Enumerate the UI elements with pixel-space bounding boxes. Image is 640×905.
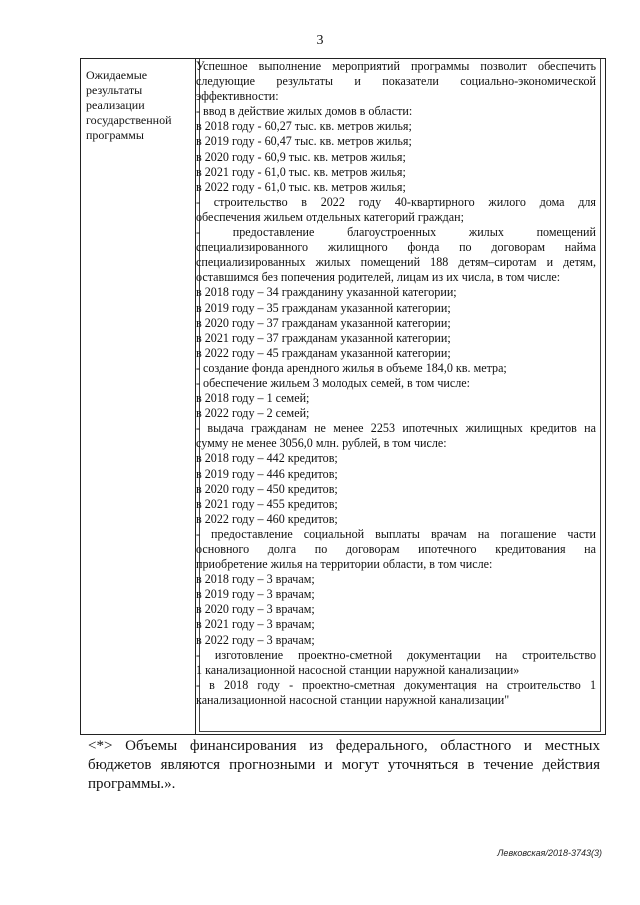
- content-line: следующие результаты и показатели социально-экономической: [196, 74, 596, 89]
- content-line: в 2019 году – 446 кредитов;: [196, 466, 338, 481]
- content-line: в 2018 году – 3 врачам;: [196, 572, 315, 587]
- footnote-line-2: бюджетов являются прогнозными и могут уточняться в течение действия: [88, 757, 600, 773]
- content-line: в 2022 году – 45 гражданам указанной категории;: [196, 345, 451, 360]
- content-line: эффективности:: [196, 89, 279, 104]
- content-line: в 2018 году – 442 кредитов;: [196, 451, 338, 466]
- content-line: в 2022 году – 2 семей;: [196, 406, 310, 421]
- content-line: в 2020 году – 450 кредитов;: [196, 481, 338, 496]
- content-line: обеспечения жильем отдельных категорий граждан;: [196, 209, 464, 224]
- content-line: 1 канализационной насосной станции наружной канализации»: [196, 662, 520, 677]
- page-number: 3: [316, 33, 324, 48]
- content-line: основного долга по договорам ипотечного кредитования на: [196, 542, 596, 556]
- content-line: - ввод в действие жилых домов в области:: [196, 104, 413, 119]
- content-line: в 2022 году – 460 кредитов;: [196, 511, 338, 526]
- content-line: - создание фонда арендного жилья в объеме 184,0 кв. метра;: [196, 360, 507, 375]
- content-line: - в 2018 году - проектно-сметная документация на строительство 1: [196, 677, 596, 692]
- row-label: Ожидаемые результаты реализации государственной программы: [86, 68, 172, 142]
- content-line: в 2021 году – 3 врачам;: [196, 617, 315, 632]
- footnote-line-3: программы.».: [88, 776, 176, 792]
- content-line: - выдача гражданам не менее 2253 ипотечных жилищных кредитов на: [196, 421, 596, 436]
- content-line: в 2020 году – 37 гражданам указанной категории;: [196, 315, 451, 330]
- content-line: оставшимся без попечения родителей, лицам из их числа, в том числе:: [196, 270, 561, 285]
- content-line: - изготовление проектно-сметной документации на строительство: [196, 647, 596, 662]
- content-line: в 2018 году - 60,27 тыс. кв. метров жилья;: [196, 119, 412, 134]
- content-line: - строительство в 2022 году 40-квартирного жилого дома для: [196, 194, 596, 209]
- content-line: в 2019 году – 35 гражданам указанной категории;: [196, 300, 451, 315]
- content-line: канализационной насосной станции наружной канализации": [196, 692, 510, 707]
- content-line: в 2021 году - 61,0 тыс. кв. метров жилья;: [196, 164, 406, 179]
- row-content: [196, 59, 596, 708]
- content-line: специализированного жилищного фонда по договорам найма: [196, 240, 596, 255]
- content-line: специализированных жилых помещений 188 детям–сиротам и детям,: [196, 255, 596, 270]
- content-line: в 2020 году - 60,9 тыс. кв. метров жилья;: [196, 149, 406, 164]
- program-table: [80, 58, 606, 735]
- content-line: в 2020 году – 3 врачам;: [196, 602, 315, 617]
- content-line: в 2019 году - 60,47 тыс. кв. метров жилья;: [196, 134, 412, 149]
- content-line: приобретение жилья на территории области, в том числе:: [196, 557, 493, 572]
- content-line: сумму не менее 3056,0 млн. рублей, в том числе:: [196, 436, 447, 451]
- content-line: в 2021 году – 455 кредитов;: [196, 496, 338, 511]
- content-line: - обеспечение жильем 3 молодых семей, в том числе:: [196, 375, 471, 390]
- footnote-line-1: <*> Объемы финансирования из федерального, областного и местных: [88, 738, 600, 754]
- document-code: Левковская/2018-3743(3): [497, 848, 602, 858]
- content-line: в 2022 году – 3 врачам;: [196, 632, 315, 647]
- content-line: в 2022 году - 61,0 тыс. кв. метров жилья;: [196, 179, 406, 194]
- content-line: в 2021 году – 37 гражданам указанной категории;: [196, 330, 451, 345]
- content-line: - предоставление социальной выплаты врачам на погашение части: [196, 526, 596, 541]
- content-line: в 2019 году – 3 врачам;: [196, 587, 315, 602]
- content-line: в 2018 году – 1 семей;: [196, 391, 310, 406]
- content-line: в 2018 году – 34 гражданину указанной категории;: [196, 285, 457, 300]
- content-line: Успешное выполнение мероприятий программы позволит обеспечить: [196, 59, 596, 73]
- content-line: - предоставление благоустроенных жилых помещений: [196, 225, 596, 240]
